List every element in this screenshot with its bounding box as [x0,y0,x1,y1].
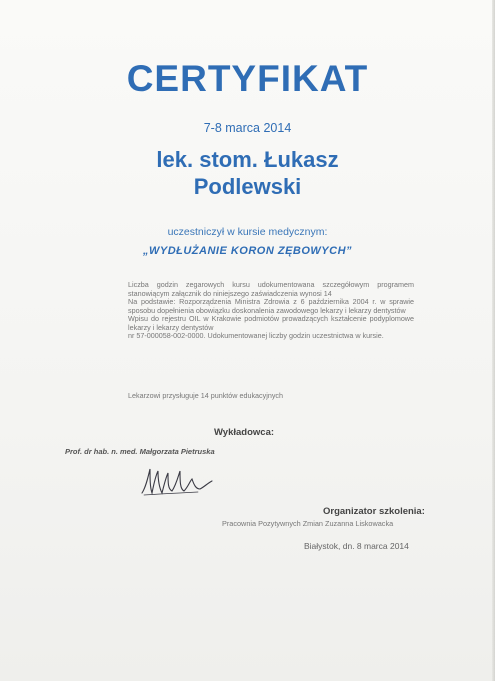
lecturer-label: Wykładowca: [214,427,275,438]
certificate-title: CERTYFIKAT [126,58,369,99]
recipient-name-line1: lek. stom. Łukasz [156,147,339,172]
body-paragraph-registry: Wpisu do rejestru OIL w Krakowie podmiotów prowadzących kształcenie podyplomowe lekarzy i lekarzy dentystów [128,314,414,332]
organizer-name: Pracownia Pozytywnych Zmian Zuzanna Liskowacka [222,519,394,528]
education-points: Lekarzowi przysługuje 14 punktów edukacyjnych [128,391,284,400]
participation-text: uczestniczył w kursie medycznym: [167,226,328,238]
lecturer-name: Prof. dr hab. n. med. Małgorzata Pietruska [65,447,215,456]
organizer-label: Organizator szkolenia: [323,506,425,517]
lecturer-signature [138,463,218,499]
body-paragraph-regulation: Na podstawie: Rozporządzenia Ministra Zdrowia z 6 października 2004 r. w sprawie sposobu dopełnienia obowiązku doskonalenia zawodowego lekarzy i lekarzy dentystów [128,297,414,315]
recipient-name-line2: Podlewski [193,174,302,199]
body-paragraph-number: nr 57-000058-002-0000. Udokumentowanej liczby godzin uczestnictwa w kursie. [128,331,384,340]
certificate-body [128,281,414,341]
event-date: 7-8 marca 2014 [203,121,292,135]
place-and-date: Białystok, dn. 8 marca 2014 [304,541,409,551]
body-paragraph-hours: Liczba godzin zegarowych kursu udokumentowana szczegółowym programem stanowiącym załącznik do niniejszego zaświadczenia wynosi 14 [128,280,414,298]
course-title: „WYDŁUŻANIE KORON ZĘBOWYCH” [142,245,353,257]
